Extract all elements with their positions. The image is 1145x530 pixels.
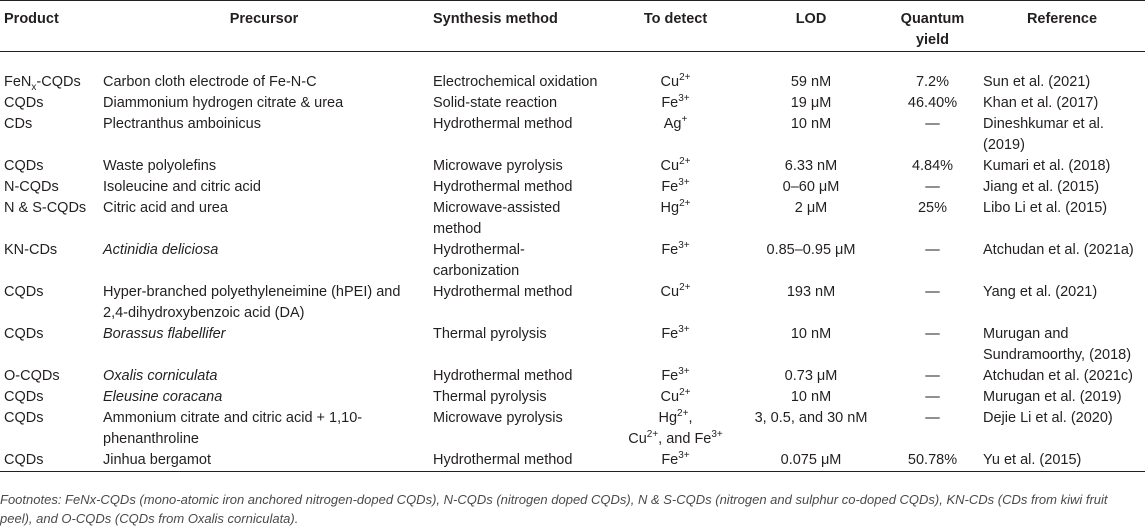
table-row bbox=[0, 198, 1145, 240]
cell-reference: Atchudan et al. (2021c) bbox=[983, 368, 1133, 384]
cell-product: CQDs bbox=[4, 452, 44, 468]
cell-precursor: Carbon cloth electrode of Fe-N-C bbox=[103, 74, 317, 90]
cell-quantum-yield: 25% bbox=[917, 200, 948, 216]
cell-precursor: Jinhua bergamot bbox=[103, 452, 212, 468]
cell-reference: Jiang et al. (2015) bbox=[983, 179, 1100, 195]
cell-method: Thermal pyrolysis bbox=[433, 326, 547, 342]
header-lod: LOD bbox=[795, 11, 827, 27]
cell-quantum-yield: 50.78% bbox=[907, 452, 958, 468]
cell-product: N-CQDs bbox=[4, 179, 59, 195]
header-synthesis-method: Synthesis method bbox=[433, 11, 558, 27]
cell-lod: 19 μM bbox=[790, 95, 832, 111]
table-row bbox=[0, 240, 1145, 282]
cell-detect: $Hg^{2+}$ bbox=[660, 198, 691, 216]
cell-quantum-yield: 4.84% bbox=[911, 158, 954, 174]
table-row bbox=[0, 93, 1145, 114]
cell-product: CQDs bbox=[4, 326, 44, 342]
cell-detect: $Fe^{3+}$ bbox=[661, 177, 690, 195]
cell-detect: $Fe^{3+}$ bbox=[661, 324, 690, 342]
cell-detect: $Fe^{3+}$ bbox=[661, 366, 690, 384]
cell-precursor: Oxalis corniculata bbox=[103, 368, 218, 384]
header-quantum-yield: Quantum yield bbox=[900, 11, 965, 48]
cell-lod: 10 nM bbox=[790, 389, 832, 405]
table-row bbox=[0, 387, 1145, 408]
cell-quantum-yield: — bbox=[925, 179, 940, 195]
cell-precursor: Diammonium hydrogen citrate & urea bbox=[103, 95, 344, 111]
cell-quantum-yield: — bbox=[925, 116, 940, 132]
cell-quantum-yield: 7.2% bbox=[915, 74, 950, 90]
cell-method: Hydrothermal method bbox=[433, 368, 573, 384]
cell-method: Microwave pyrolysis bbox=[433, 158, 563, 174]
cell-method: Electrochemical oxidation bbox=[433, 74, 598, 90]
cell-precursor: Hyper-branched polyethyleneimine (hPEI) and 2,4-dihydroxybenzoic acid (DA) bbox=[103, 284, 401, 321]
cell-detect: Ag+ bbox=[663, 114, 688, 132]
cell-method: Solid-state reaction bbox=[433, 95, 558, 111]
cell-method: Microwave pyrolysis bbox=[433, 410, 563, 426]
table-row bbox=[0, 408, 1145, 450]
header-precursor: Precursor bbox=[229, 11, 299, 27]
table-row bbox=[0, 156, 1145, 177]
table-row bbox=[0, 114, 1145, 156]
cell-precursor: Waste polyolefins bbox=[103, 158, 217, 174]
cell-precursor: Borassus flabellifer bbox=[103, 326, 226, 342]
cell-lod: 2 μM bbox=[794, 200, 828, 216]
table-row bbox=[0, 450, 1145, 472]
cell-quantum-yield: 46.40% bbox=[907, 95, 958, 111]
cell-reference: Murugan et al. (2019) bbox=[983, 389, 1122, 405]
cell-detect: $Fe^{3+}$ bbox=[661, 93, 690, 111]
table-footnote: Footnotes: FeNx-CQDs (mono-atomic iron anchored nitrogen-doped CQDs), N-CQDs (nitrogen doped CQDs), N & S-CQDs (nitrogen and sulphur co-doped CQDs), KN-CDs (CDs from kiwi fruit peel), and O-CQDs (CQDs from Oxalis corniculata). bbox=[0, 492, 1108, 526]
cell-precursor: Eleusine coracana bbox=[103, 389, 223, 405]
cell-product: CQDs bbox=[4, 410, 44, 426]
cell-precursor: Citric acid and urea bbox=[103, 200, 228, 216]
cell-reference: Dejie Li et al. (2020) bbox=[983, 410, 1113, 426]
cell-reference: Yu et al. (2015) bbox=[983, 452, 1082, 468]
cell-quantum-yield: — bbox=[925, 326, 940, 342]
cell-method: Hydrothermal method bbox=[433, 116, 573, 132]
cell-lod: 3, 0.5, and 30 nM bbox=[754, 410, 868, 426]
cell-reference: Kumari et al. (2018) bbox=[983, 158, 1111, 174]
cell-lod: 10 nM bbox=[790, 116, 832, 132]
cell-reference: Murugan and Sundramoorthy, (2018) bbox=[983, 326, 1132, 363]
cell-reference: Yang et al. (2021) bbox=[983, 284, 1098, 300]
cell-quantum-yield: — bbox=[925, 389, 940, 405]
table-row bbox=[0, 52, 1145, 94]
cell-detect: $Cu^{2+}$ bbox=[660, 72, 691, 90]
cell-detect: $Cu^{2+}$ bbox=[660, 387, 691, 405]
table-row bbox=[0, 366, 1145, 387]
header-reference: Reference bbox=[1026, 11, 1098, 27]
cell-lod: 59 nM bbox=[790, 74, 832, 90]
cell-lod: 0.85–0.95 μM bbox=[766, 242, 856, 258]
cell-lod: 0.075 μM bbox=[780, 452, 842, 468]
cell-method: Hydrothermal-carbonization bbox=[433, 242, 525, 279]
cell-lod: 6.33 nM bbox=[784, 158, 838, 174]
cell-detect: $Hg^{2+}$, $Cu^{2+}$, and $Fe^{3+}$ bbox=[628, 408, 723, 447]
cell-product: FeN$_x$-CQDs bbox=[4, 74, 81, 93]
cell-detect: $Cu^{2+}$ bbox=[660, 282, 691, 300]
header-to-detect: To detect bbox=[643, 11, 708, 27]
cell-lod: 0–60 μM bbox=[782, 179, 840, 195]
cell-reference: Libo Li et al. (2015) bbox=[983, 200, 1108, 216]
cell-method: Thermal pyrolysis bbox=[433, 389, 547, 405]
cell-precursor: Ammonium citrate and citric acid + 1,10-phenanthroline bbox=[103, 410, 363, 447]
cell-method: Hydrothermal method bbox=[433, 452, 573, 468]
cell-product: CQDs bbox=[4, 95, 44, 111]
cell-detect: $Cu^{2+}$ bbox=[660, 156, 691, 174]
cell-precursor: Isoleucine and citric acid bbox=[103, 179, 261, 195]
cell-method: Hydrothermal method bbox=[433, 179, 573, 195]
cell-product: O-CQDs bbox=[4, 368, 60, 384]
cell-precursor: Actinidia deliciosa bbox=[103, 242, 219, 258]
cell-detect: $Fe^{3+}$ bbox=[661, 450, 690, 468]
cell-product: CDs bbox=[4, 116, 33, 132]
cell-quantum-yield: — bbox=[925, 242, 940, 258]
cell-quantum-yield: — bbox=[925, 410, 940, 426]
cell-method: Microwave-assisted method bbox=[433, 200, 561, 237]
cell-reference: Dineshkumar et al. (2019) bbox=[983, 116, 1104, 153]
cell-product: N & S-CQDs bbox=[4, 200, 87, 216]
table-row bbox=[0, 324, 1145, 366]
cell-lod: 0.73 μM bbox=[784, 368, 838, 384]
cell-lod: 10 nM bbox=[790, 326, 832, 342]
header-row bbox=[0, 1, 1145, 52]
cell-precursor: Plectranthus amboinicus bbox=[103, 116, 261, 132]
cell-reference: Sun et al. (2021) bbox=[983, 74, 1091, 90]
table-row bbox=[0, 177, 1145, 198]
cell-reference: Atchudan et al. (2021a) bbox=[983, 242, 1134, 258]
cell-product: CQDs bbox=[4, 158, 44, 174]
cell-detect: $Fe^{3+}$ bbox=[661, 240, 690, 258]
cell-lod: 193 nM bbox=[786, 284, 836, 300]
cell-product: CQDs bbox=[4, 284, 44, 300]
cell-quantum-yield: — bbox=[925, 368, 940, 384]
cell-product: CQDs bbox=[4, 389, 44, 405]
header-product: Product bbox=[4, 11, 59, 27]
cell-quantum-yield: — bbox=[925, 284, 940, 300]
cell-method: Hydrothermal method bbox=[433, 284, 573, 300]
table-row bbox=[0, 282, 1145, 324]
cell-product: KN-CDs bbox=[4, 242, 58, 258]
cell-reference: Khan et al. (2017) bbox=[983, 95, 1099, 111]
